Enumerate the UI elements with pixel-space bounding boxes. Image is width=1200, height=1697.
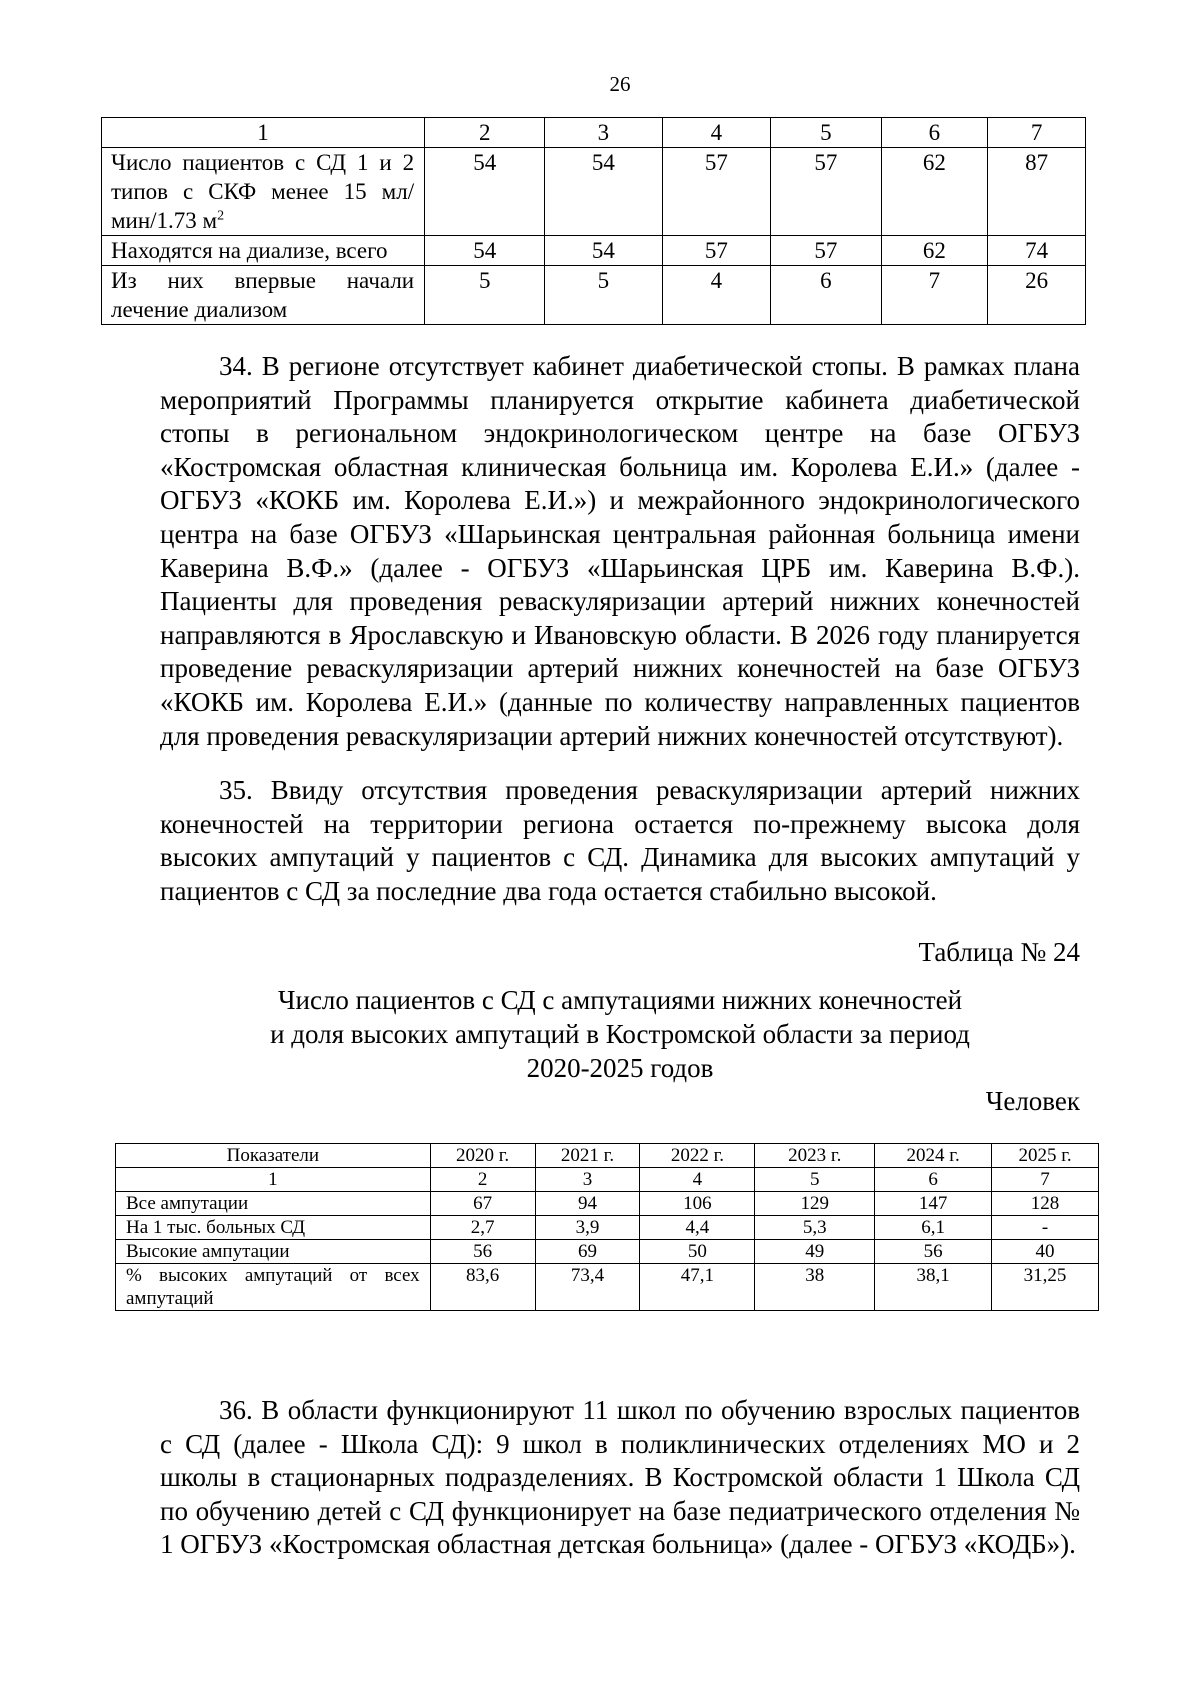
table-cell: 4,4 bbox=[640, 1216, 755, 1240]
table-header-cell: 1 bbox=[102, 118, 425, 148]
table-cell: 7 bbox=[881, 266, 988, 325]
page-number: 26 bbox=[609, 72, 631, 96]
table-header-cell: 4 bbox=[662, 118, 771, 148]
table-header-cell: 5 bbox=[771, 118, 881, 148]
table-cell: 74 bbox=[988, 236, 1086, 266]
table-cell: 26 bbox=[988, 266, 1086, 325]
paragraph-34: 34. В регионе отсутствует кабинет диабетической стопы. В рамках плана мероприятий Программы планируется открытие кабинета диабетической стопы в региональном эндокринологическом центре на базе ОГБУЗ «Костромская областная клиническая больница им. Королева Е.И.» (далее - ОГБУЗ «КОКБ им. Королева Е.И.») и межрайонного эндокринологического центра на базе ОГБУЗ «Шарьинская центральная районная больница имени Каверина В.Ф.» (далее - ОГБУЗ «Шарьинская ЦРБ им. Каверина В.Ф.). Пациенты для проведения реваскуляризации артерий нижних конечностей направляются в Ярославскую и Ивановскую области. В 2026 году планируется проведение реваскуляризации артерий нижних конечностей на базе ОГБУЗ «КОКБ им. Королева Е.И.» (данные по количеству направленных пациентов для проведения реваскуляризации артерий нижних конечностей отсутствуют). bbox=[160, 351, 1080, 751]
table-cell: 62 bbox=[881, 236, 988, 266]
table-cell: 54 bbox=[425, 148, 545, 236]
table-cell: 50 bbox=[640, 1240, 755, 1264]
row-label: % высоких ампутаций от всех ампутаций bbox=[116, 1264, 431, 1311]
row-label: Все ампутации bbox=[116, 1192, 431, 1216]
table-cell: 56 bbox=[875, 1240, 992, 1264]
table-cell: 73,4 bbox=[535, 1264, 640, 1311]
table-cell: 106 bbox=[640, 1192, 755, 1216]
table-cell: 57 bbox=[662, 148, 771, 236]
table-cell: 5,3 bbox=[755, 1216, 875, 1240]
table-cell: 7 bbox=[992, 1168, 1099, 1192]
dialysis-table bbox=[101, 117, 1086, 325]
table-header-cell: 2023 г. bbox=[755, 1144, 875, 1168]
table-cell: 69 bbox=[535, 1240, 640, 1264]
table-cell: 54 bbox=[545, 236, 662, 266]
table-row bbox=[116, 1240, 1099, 1264]
table-cell: 87 bbox=[988, 148, 1086, 236]
table-cell: 2,7 bbox=[430, 1216, 535, 1240]
table-header-cell: 2022 г. bbox=[640, 1144, 755, 1168]
table-header-row bbox=[116, 1144, 1099, 1168]
table-header-cell: 2024 г. bbox=[875, 1144, 992, 1168]
table-cell: 31,25 bbox=[992, 1264, 1099, 1311]
table-number: Таблица № 24 bbox=[918, 937, 1080, 967]
table-row bbox=[102, 148, 1086, 236]
table-header-cell: 2021 г. bbox=[535, 1144, 640, 1168]
row-label: Число пациентов с СД 1 и 2 типов с СКФ менее 15 мл/мин/1.73 $м^2$ bbox=[102, 148, 425, 236]
table-cell: 3,9 bbox=[535, 1216, 640, 1240]
table-title: Число пациентов с СД с ампутациями нижних конечностей и доля высоких ампутаций в Костромской области за период 2020-2025 годов bbox=[270, 985, 970, 1083]
table-cell: 49 bbox=[755, 1240, 875, 1264]
table-cell: 67 bbox=[430, 1192, 535, 1216]
table-header-cell: 7 bbox=[988, 118, 1086, 148]
table-cell: - bbox=[992, 1216, 1099, 1240]
table-cell: 1 bbox=[116, 1168, 431, 1192]
table-cell: 147 bbox=[875, 1192, 992, 1216]
row-label: Находятся на диализе, всего bbox=[102, 236, 425, 266]
table-cell: 38 bbox=[755, 1264, 875, 1311]
table-header-cell: 3 bbox=[545, 118, 662, 148]
table-cell: 129 bbox=[755, 1192, 875, 1216]
table-cell: 57 bbox=[662, 236, 771, 266]
row-label: На 1 тыс. больных СД bbox=[116, 1216, 431, 1240]
table-cell: 56 bbox=[430, 1240, 535, 1264]
table-cell: 40 bbox=[992, 1240, 1099, 1264]
table-cell: 83,6 bbox=[430, 1264, 535, 1311]
table-header-cell: 2 bbox=[425, 118, 545, 148]
table-unit: Человек bbox=[985, 1086, 1080, 1116]
table-cell: 128 bbox=[992, 1192, 1099, 1216]
row-label: Из них впервые начали лечение диализом bbox=[102, 266, 425, 325]
table-cell: 38,1 bbox=[875, 1264, 992, 1311]
table-cell: 6 bbox=[771, 266, 881, 325]
table-cell: 2 bbox=[430, 1168, 535, 1192]
table-cell: 5 bbox=[545, 266, 662, 325]
table-index-row bbox=[116, 1168, 1099, 1192]
table-cell: 5 bbox=[425, 266, 545, 325]
table-header-row bbox=[102, 118, 1086, 148]
table-row bbox=[102, 236, 1086, 266]
paragraph-36: 36. В области функционируют 11 школ по обучению взрослых пациентов с СД (далее - Школа СД): 9 школ в поликлинических отделениях МО и 2 школы в стационарных подразделениях. В Костромской области 1 Школа СД по обучению детей с СД функционирует на базе педиатрического отделения № 1 ОГБУЗ «Костромская областная детская больница» (далее - ОГБУЗ «КОДБ»). bbox=[160, 1395, 1080, 1560]
table-row bbox=[116, 1192, 1099, 1216]
table-cell: 6,1 bbox=[875, 1216, 992, 1240]
table-header-cell: Показатели bbox=[116, 1144, 431, 1168]
table-row bbox=[116, 1264, 1099, 1311]
table-cell: 4 bbox=[662, 266, 771, 325]
table-cell: 54 bbox=[545, 148, 662, 236]
paragraph-35: 35. Ввиду отсутствия проведения реваскуляризации артерий нижних конечностей на территории региона остается по-прежнему высока доля высоких ампутаций у пациентов с СД. Динамика для высоких ампутаций у пациентов с СД за последние два года остается стабильно высокой. bbox=[160, 775, 1080, 906]
table-cell: 57 bbox=[771, 148, 881, 236]
table-cell: 62 bbox=[881, 148, 988, 236]
table-cell: 5 bbox=[755, 1168, 875, 1192]
table-header-cell: 2020 г. bbox=[430, 1144, 535, 1168]
table-header-cell: 2025 г. bbox=[992, 1144, 1099, 1168]
table-header-cell: 6 bbox=[881, 118, 988, 148]
table-cell: 4 bbox=[640, 1168, 755, 1192]
row-label: Высокие ампутации bbox=[116, 1240, 431, 1264]
table-cell: 54 bbox=[425, 236, 545, 266]
table-cell: 3 bbox=[535, 1168, 640, 1192]
table-cell: 47,1 bbox=[640, 1264, 755, 1311]
table-row bbox=[102, 266, 1086, 325]
amputations-table bbox=[115, 1143, 1099, 1311]
table-cell: 94 bbox=[535, 1192, 640, 1216]
table-cell: 6 bbox=[875, 1168, 992, 1192]
table-cell: 57 bbox=[771, 236, 881, 266]
table-row bbox=[116, 1216, 1099, 1240]
